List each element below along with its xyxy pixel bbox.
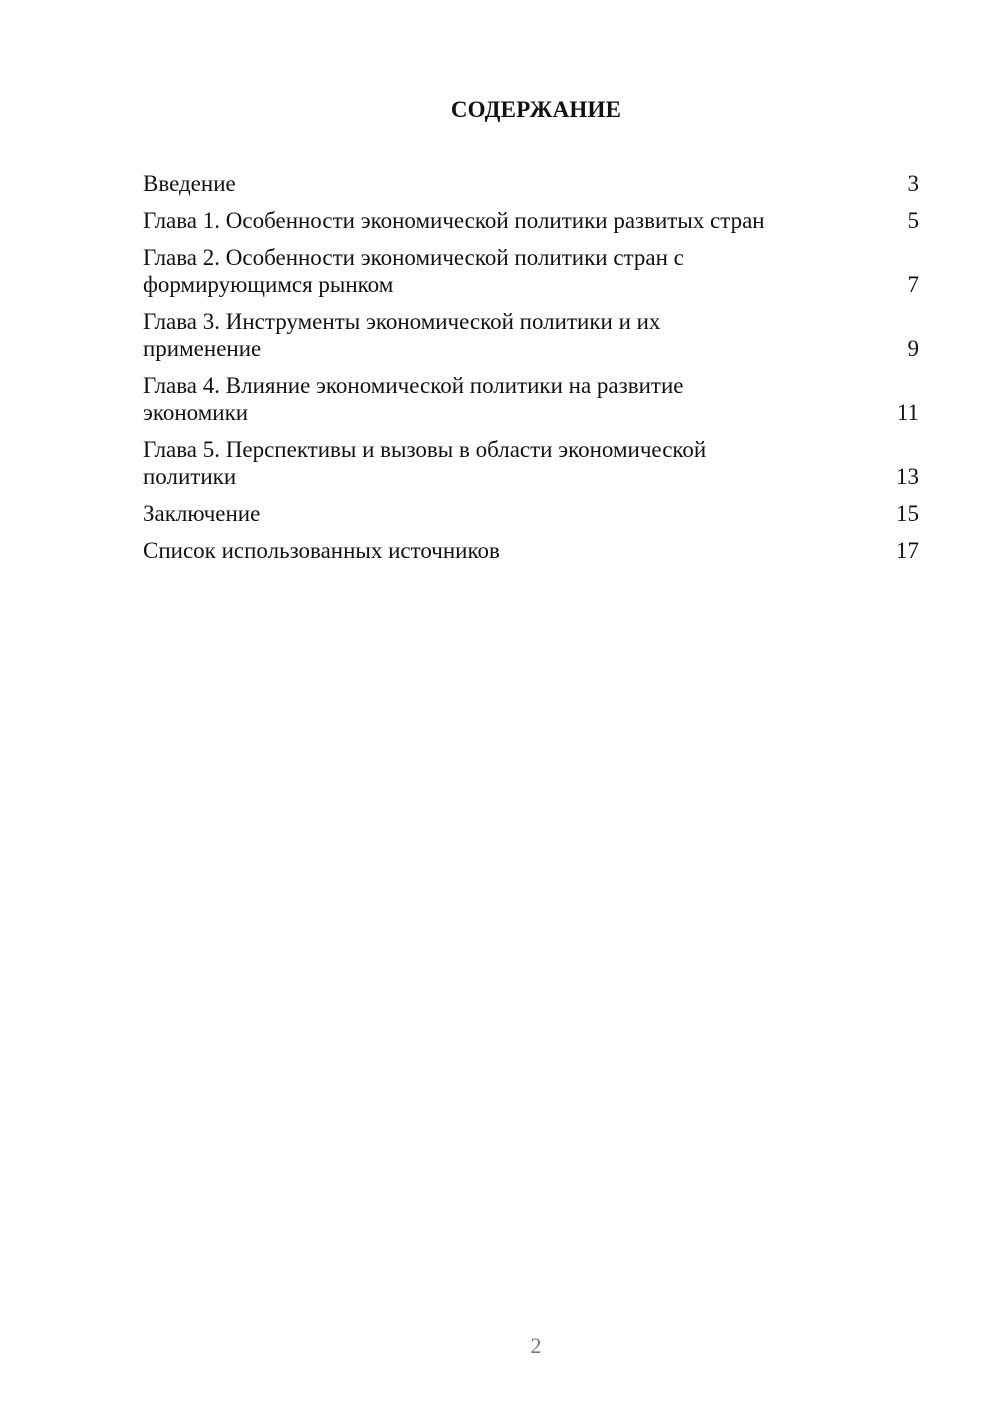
toc-entry-chapter-5	[143, 436, 919, 490]
toc-entry-page-number: 9	[907, 336, 919, 361]
page-title: СОДЕРЖАНИЕ	[450, 97, 622, 122]
toc-entry-chapter-3	[143, 308, 919, 362]
toc-entry-introduction	[143, 170, 919, 197]
toc-entry-page-number: 5	[907, 208, 919, 233]
toc-entry-title: Введение	[143, 171, 236, 196]
toc-entry-chapter-4	[143, 372, 919, 426]
toc-entry-chapter-1	[143, 207, 919, 234]
toc-entry-chapter-2	[143, 244, 919, 298]
toc-entry-title: Глава 3. Инструменты экономической политики и их применение	[143, 309, 661, 361]
page-number: 2	[530, 1333, 542, 1358]
toc-entry-conclusion	[143, 500, 919, 527]
toc-entry-title: Список использованных источников	[143, 538, 500, 563]
toc-entry-title: Глава 2. Особенности экономической политики стран с формирующимся рынком	[143, 245, 684, 297]
toc-entry-page-number: 17	[896, 538, 919, 563]
toc-entry-page-number: 15	[896, 501, 919, 526]
toc-entry-title: Глава 5. Перспективы и вызовы в области экономической политики	[143, 437, 707, 489]
toc-entry-page-number: 11	[896, 400, 919, 425]
toc-entry-title: Глава 1. Особенности экономической политики развитых стран	[143, 208, 765, 233]
toc-entry-references	[143, 537, 919, 564]
toc-entry-page-number: 3	[907, 171, 919, 196]
table-of-contents	[143, 170, 919, 574]
toc-entry-page-number: 13	[896, 464, 919, 489]
toc-entry-page-number: 7	[907, 272, 919, 297]
toc-entry-title: Глава 4. Влияние экономической политики на развитие экономики	[143, 373, 684, 425]
toc-entry-title: Заключение	[143, 501, 261, 526]
